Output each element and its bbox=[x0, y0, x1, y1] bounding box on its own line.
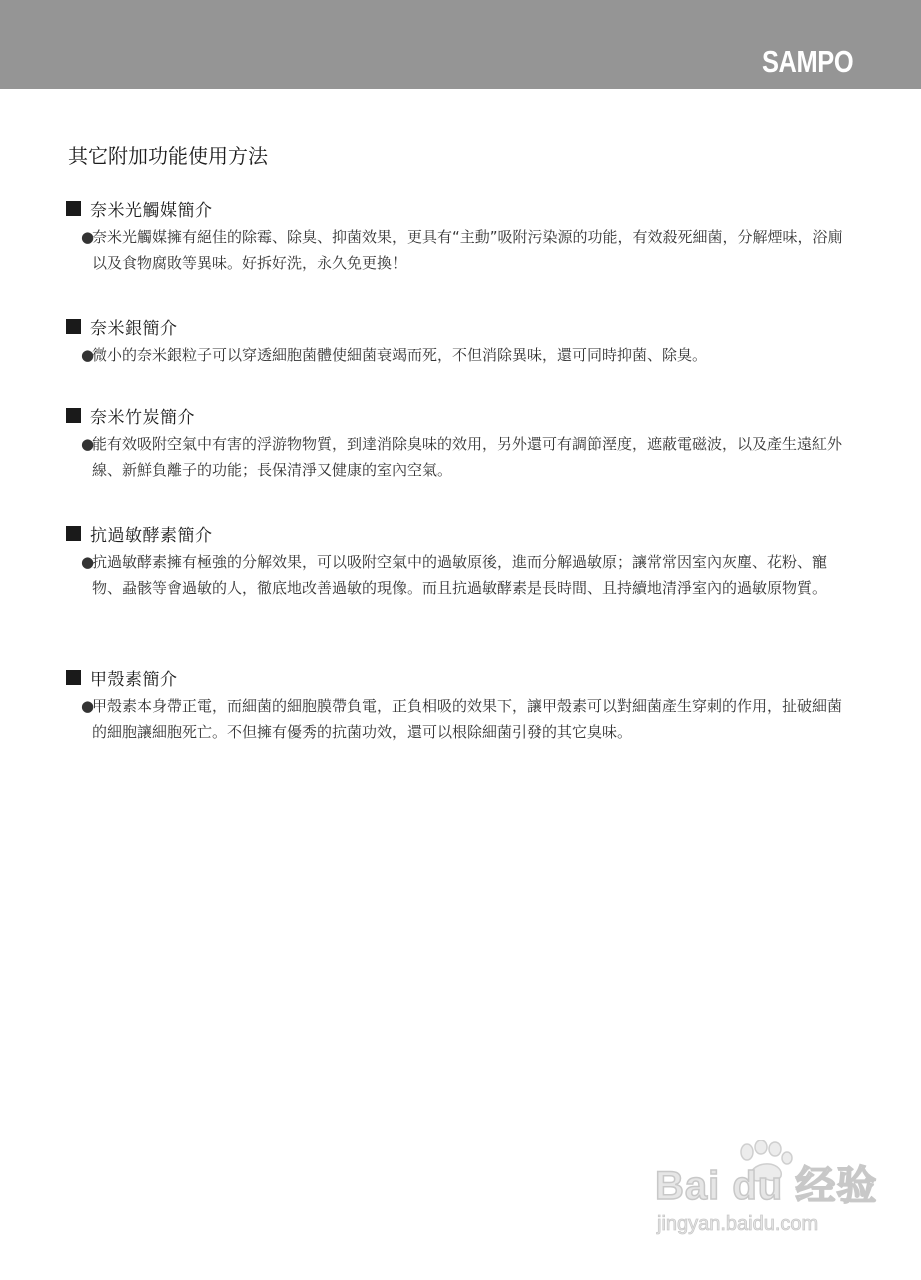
section-text: 微小的奈米銀粒子可以穿透細胞菌體使細菌衰竭而死，不但消除異味，還可同時抑菌、除臭。 bbox=[92, 346, 708, 364]
section-heading bbox=[66, 195, 856, 221]
section-text: 甲殼素本身帶正電，而細菌的細胞膜帶負電，正負相吸的效果下，讓甲殼素可以對細菌產生穿刺的作用，扯破細菌的細胞讓細胞死亡。不但擁有優秀的抗菌功效，還可以根除細菌引發的其它臭味。 bbox=[92, 697, 843, 741]
section-heading bbox=[66, 402, 856, 428]
square-bullet-icon bbox=[66, 201, 81, 216]
section-heading bbox=[66, 313, 856, 339]
section-body bbox=[66, 224, 847, 276]
section-title: 抗過敏酵素簡介 bbox=[90, 525, 213, 546]
page-title: 其它附加功能使用方法 bbox=[68, 144, 268, 168]
watermark-url: jingyan.baidu.com bbox=[657, 1213, 819, 1235]
section-title: 奈米光觸媒簡介 bbox=[90, 200, 213, 221]
section-nano-bamboo-charcoal bbox=[66, 402, 856, 483]
section-title: 奈米銀簡介 bbox=[90, 318, 178, 339]
header-bar bbox=[0, 0, 921, 89]
section-body bbox=[66, 342, 847, 368]
square-bullet-icon bbox=[66, 408, 81, 423]
watermark-text: Bai du 经验 bbox=[655, 1164, 878, 1208]
section-body bbox=[66, 693, 847, 745]
section-heading bbox=[66, 520, 856, 546]
bullet-icon: ● bbox=[81, 697, 95, 715]
section-text: 抗過敏酵素擁有極強的分解效果，可以吸附空氣中的過敏原後，進而分解過敏原；讓常常因室內灰塵、花粉、寵物、蝨骸等會過敏的人，徹底地改善過敏的現像。而且抗過敏酵素是長時間、且持續地清淨室內的過敏原物質。 bbox=[92, 553, 828, 597]
square-bullet-icon bbox=[66, 526, 81, 541]
section-nano-photocatalyst bbox=[66, 195, 856, 276]
bullet-icon: ● bbox=[81, 435, 95, 453]
section-body bbox=[66, 431, 847, 483]
bullet-icon: ● bbox=[81, 346, 95, 364]
section-body bbox=[66, 549, 847, 601]
square-bullet-icon bbox=[66, 670, 81, 685]
baidu-watermark bbox=[655, 1140, 878, 1250]
brand-logo: SAMPO bbox=[761, 44, 853, 79]
section-anti-allergy-enzyme bbox=[66, 520, 856, 601]
bullet-icon: ● bbox=[81, 553, 95, 571]
section-nano-silver bbox=[66, 313, 856, 368]
section-text: 能有效吸附空氣中有害的浮游物物質，到達消除臭味的效用，另外還可有調節溼度，遮蔽電磁波，以及產生遠紅外線、新鮮負離子的功能；長保清淨又健康的室內空氣。 bbox=[92, 435, 843, 479]
section-title: 甲殼素簡介 bbox=[90, 669, 178, 690]
section-chitosan bbox=[66, 664, 856, 745]
section-text: 奈米光觸媒擁有絕佳的除霉、除臭、抑菌效果，更具有“主動”吸附污染源的功能，有效殺死細菌，分解煙味，浴廁以及食物腐敗等異味。好拆好洗，永久免更換！ bbox=[92, 228, 843, 272]
section-heading bbox=[66, 664, 856, 690]
bullet-icon: ● bbox=[81, 228, 95, 246]
square-bullet-icon bbox=[66, 319, 81, 334]
section-title: 奈米竹炭簡介 bbox=[90, 407, 195, 428]
